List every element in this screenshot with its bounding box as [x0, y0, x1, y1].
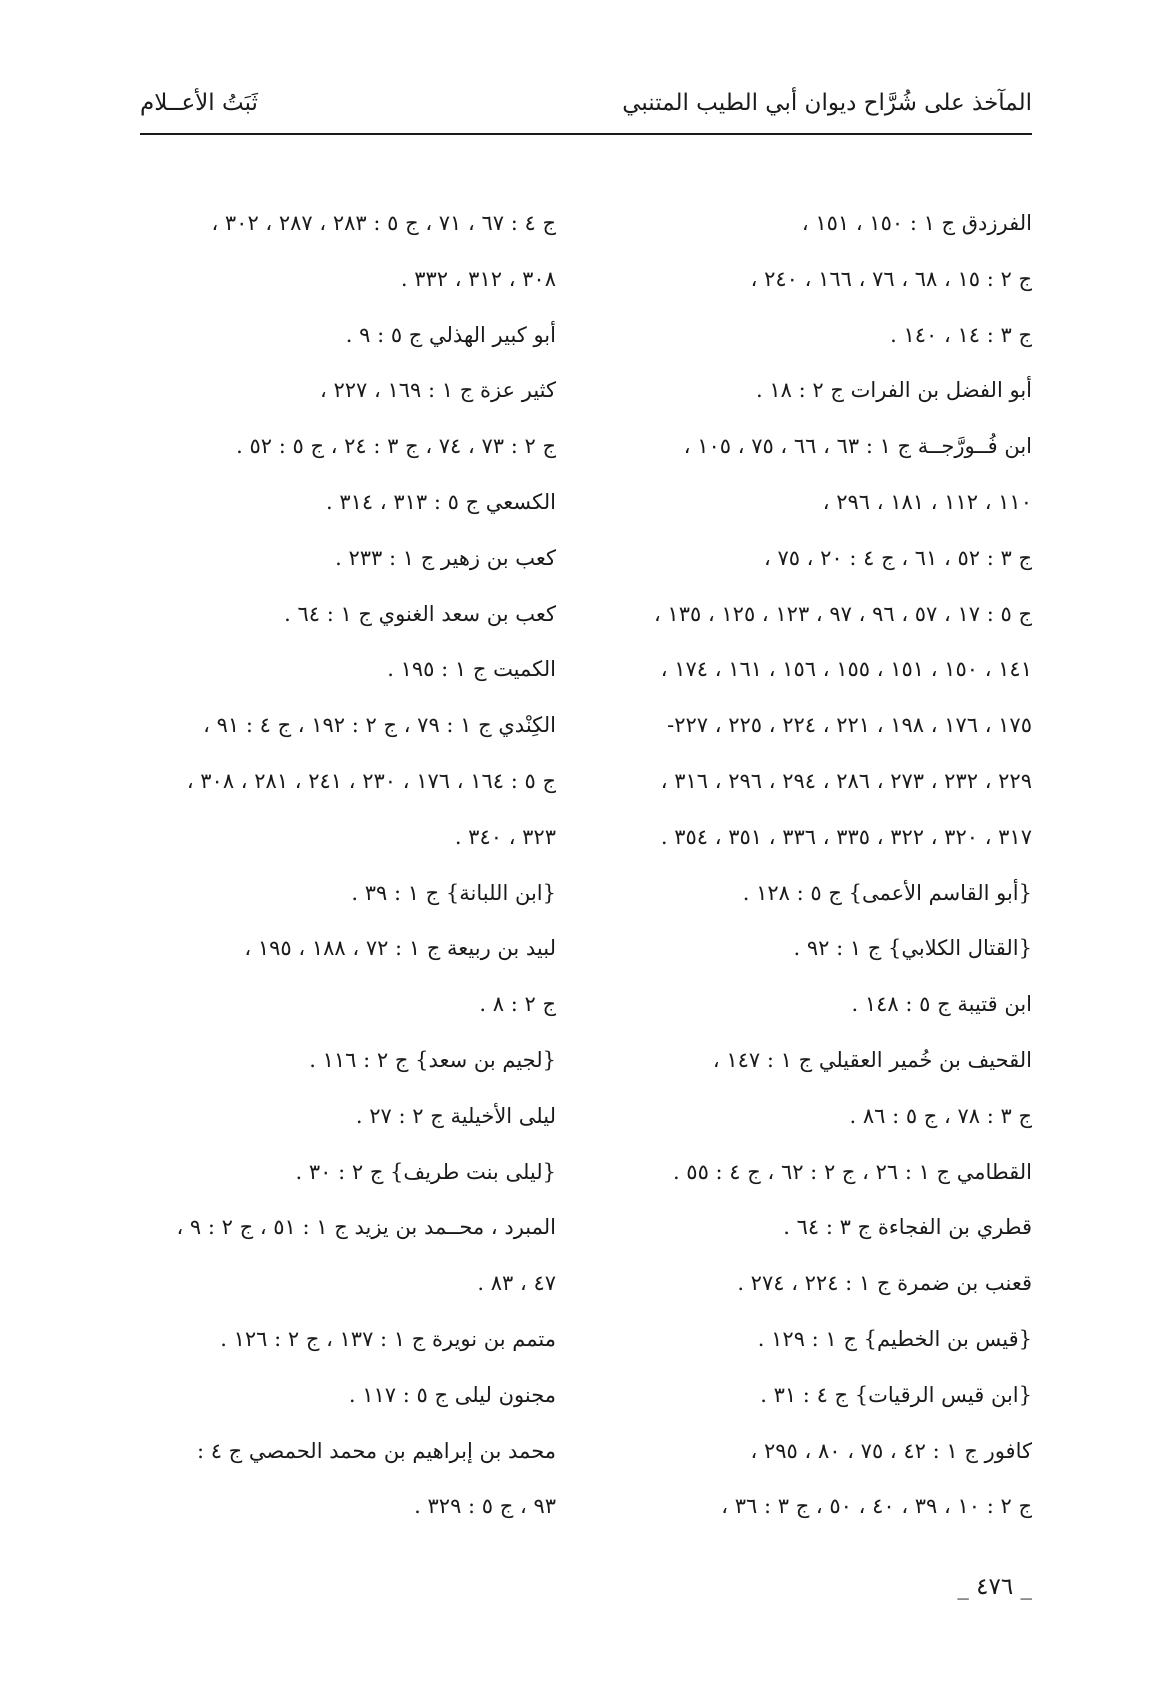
index-entry-line: ٤٧ ، ٨٣ .	[477, 1271, 556, 1296]
index-entry-line: ج ٥ : ١٧ ، ٥٧ ، ٩٦ ، ٩٧ ، ١٢٣ ، ١٢٥ ، ١٣٥ ،	[653, 601, 1032, 626]
index-entry-line: ج ٣ : ٧٨ ، ج ٥ : ٨٦ .	[849, 1103, 1032, 1128]
index-entry-line: {قيس بن الخطيم} ج ١ : ١٢٩ .	[757, 1326, 1032, 1351]
index-entry-line: القطامي ج ١ : ٢٦ ، ج ٢ : ٦٢ ، ج ٤ : ٥٥ .	[672, 1159, 1032, 1184]
index-entry-line: ٣٠٨ ، ٣١٢ ، ٣٣٢ .	[400, 266, 556, 291]
index-entry-line: ليلى الأخيلية ج ٢ : ٢٧ .	[355, 1103, 556, 1128]
index-entry-line: ٣٢٣ ، ٣٤٠ .	[454, 824, 556, 849]
index-column-left	[126, 196, 556, 1535]
index-entry-line: ج ٢ : ١٥ ، ٦٨ ، ٧٦ ، ١٦٦ ، ٢٤٠ ،	[750, 266, 1032, 291]
index-entry-line: مجنون ليلى ج ٥ : ١١٧ .	[348, 1382, 556, 1407]
index-entry-line: ١١٠ ، ١١٢ ، ١٨١ ، ٢٩٦ ،	[822, 489, 1032, 514]
index-entry-line: {أبو القاسم الأعمى} ج ٥ : ١٢٨ .	[742, 880, 1032, 905]
index-entry-line: متمم بن نويرة ج ١ : ١٣٧ ، ج ٢ : ١٢٦ .	[220, 1326, 556, 1351]
index-column-right	[602, 196, 1032, 1535]
index-entry-line: {لجيم بن سعد} ج ٢ : ١١٦ .	[309, 1047, 556, 1072]
index-entry-line: كافور ج ١ : ٤٢ ، ٧٥ ، ٨٠ ، ٢٩٥ ،	[750, 1438, 1032, 1463]
index-entry-line: قطري بن الفجاءة ج ٣ : ٦٤ .	[783, 1215, 1032, 1240]
index-entry-line: {ليلى بنت طريف} ج ٢ : ٣٠ .	[295, 1159, 556, 1184]
index-entry-line: محمد بن إبراهيم بن محمد الحمصي ج ٤ :	[196, 1438, 556, 1463]
index-entry-line: لبيد بن ربيعة ج ١ : ٧٢ ، ١٨٨ ، ١٩٥ ،	[244, 936, 556, 961]
index-entry-line: ابن قتيبة ج ٥ : ١٤٨ .	[851, 992, 1032, 1017]
index-entry-line: ٣١٧ ، ٣٢٠ ، ٣٢٢ ، ٣٣٥ ، ٣٣٦ ، ٣٥١ ، ٣٥٤ .	[660, 824, 1032, 849]
page-number: _ ٤٧٦ _	[957, 1574, 1032, 1600]
index-entry-line: القحيف بن خُمير العقيلي ج ١ : ١٤٧ ،	[712, 1047, 1032, 1072]
index-entry-line: ج ٢ : ٧٣ ، ٧٤ ، ج ٣ : ٢٤ ، ج ٥ : ٥٢ .	[236, 434, 556, 459]
index-entry-line: ١٧٥ ، ١٧٦ ، ١٩٨ ، ٢٢١ ، ٢٢٤ ، ٢٢٥ ، ٢٢٧-	[667, 713, 1032, 738]
index-entry-line: المبرد ، محــمد بن يزيد ج ١ : ٥١ ، ج ٢ : ٩ ،	[176, 1215, 556, 1240]
index-entry-line: ١٤١ ، ١٥٠ ، ١٥١ ، ١٥٥ ، ١٥٦ ، ١٦١ ، ١٧٤ ،	[660, 657, 1032, 682]
index-entry-line: الكسعي ج ٥ : ٣١٣ ، ٣١٤ .	[325, 489, 556, 514]
page-header	[140, 86, 1032, 132]
index-entry-line: {ابن قيس الرقيات} ج ٤ : ٣١ .	[760, 1382, 1032, 1407]
index-entry-line: ٩٣ ، ج ٥ : ٣٢٩ .	[414, 1494, 556, 1519]
index-entry-line: كعب بن زهير ج ١ : ٢٣٣ .	[335, 545, 556, 570]
running-head-section-title: ثَبَتُ الأعــلام	[140, 90, 258, 116]
index-entry-line: ٢٢٩ ، ٢٣٢ ، ٢٧٣ ، ٢٨٦ ، ٢٩٤ ، ٢٩٦ ، ٣١٦ ،	[660, 768, 1032, 793]
index-entry-line: {القتال الكلابي} ج ١ : ٩٢ .	[793, 936, 1032, 961]
index-entry-line: ج ٤ : ٦٧ ، ٧١ ، ج ٥ : ٢٨٣ ، ٢٨٧ ، ٣٠٢ ،	[211, 211, 556, 235]
index-entry-line: كعب بن سعد الغنوي ج ١ : ٦٤ .	[284, 601, 556, 626]
index-entry-line: أبو الفضل بن الفرات ج ٢ : ١٨ .	[756, 378, 1032, 403]
index-entry-line: الفرزدق ج ١ : ١٥٠ ، ١٥١ ،	[801, 211, 1032, 235]
index-entry-line: ج ٢ : ١٠ ، ٣٩ ، ٤٠ ، ٥٠ ، ج ٣ : ٣٦ ،	[721, 1494, 1032, 1519]
index-entry-line: قعنب بن ضمرة ج ١ : ٢٢٤ ، ٢٧٤ .	[737, 1271, 1032, 1296]
index-entry-line: الكِنْدي ج ١ : ٧٩ ، ج ٢ : ١٩٢ ، ج ٤ : ٩١ ،	[203, 713, 556, 738]
index-entry-line: الكميت ج ١ : ١٩٥ .	[387, 657, 556, 682]
index-entry-line: {ابن اللبانة} ج ١ : ٣٩ .	[351, 880, 556, 905]
index-entry-line: ابن فُــورَّجــة ج ١ : ٦٣ ، ٦٦ ، ٧٥ ، ١٠٥ ،	[683, 434, 1032, 459]
running-head-book-title: المآخذ على شُرَّاح ديوان أبي الطيب المتنبي	[622, 90, 1032, 116]
index-entry-line: ج ٣ : ٥٢ ، ٦١ ، ج ٤ : ٢٠ ، ٧٥ ،	[763, 545, 1032, 570]
index-entry-line: ج ٥ : ١٦٤ ، ١٧٦ ، ٢٣٠ ، ٢٤١ ، ٢٨١ ، ٣٠٨ ،	[186, 768, 556, 793]
index-entry-line: ج ٢ : ٨ .	[479, 992, 556, 1017]
index-entry-line: أبو كبير الهذلي ج ٥ : ٩ .	[345, 322, 556, 347]
index-entry-line: ج ٣ : ١٤ ، ١٤٠ .	[890, 322, 1032, 347]
header-rule	[140, 133, 1032, 135]
index-entry-line: كثير عزة ج ١ : ١٦٩ ، ٢٢٧ ،	[320, 378, 556, 403]
